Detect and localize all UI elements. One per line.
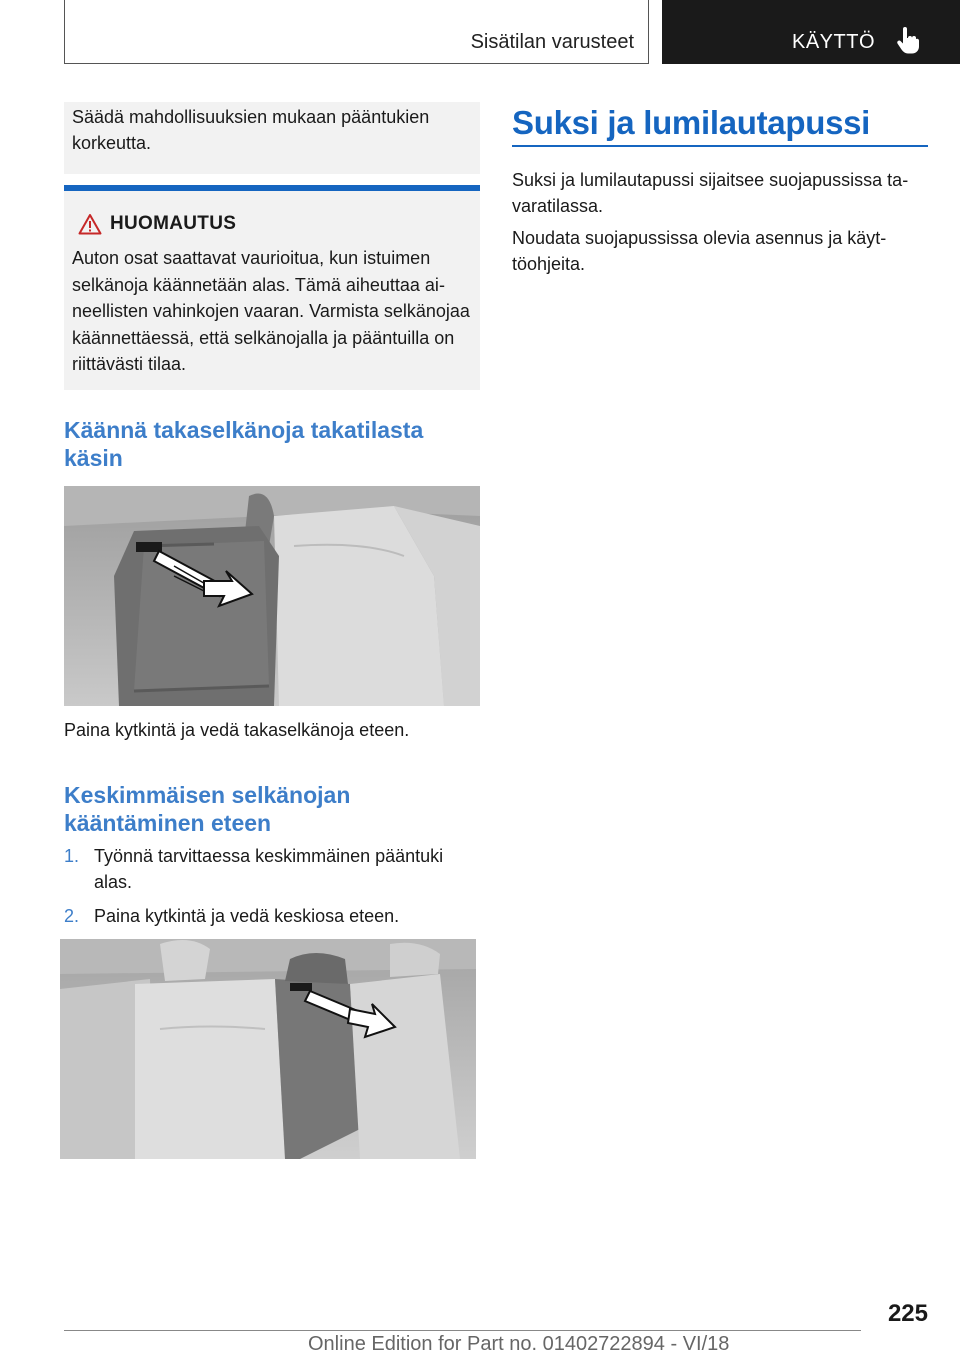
footer-edition: Online Edition for Part no. 01402722894 - VI/18 bbox=[308, 1333, 730, 1355]
intro-text: Säädä mahdollisuuksien mukaan pääntukien korkeutta. bbox=[72, 107, 430, 153]
page-number: 225 bbox=[887, 1300, 928, 1327]
ski-bag-paragraph-1: Suksi ja lumilautapussi sijaitsee suojapussissa tavaratilassa. bbox=[512, 170, 909, 216]
list-item bbox=[64, 843, 480, 895]
heading-fold-middle-backrest: Keskimmäisen selkänojan kääntäminen eteen bbox=[64, 782, 351, 836]
note-body: Auton osat saattavat vaurioitua, kun istuimen selkänoja käännetään alas. Tämä aiheuttaa aineellisten vahinkojen vaaran. Varmista selkänojaa käännettäessä, että selkänojalla ja pääntuilla on riittävästi tilaa. bbox=[72, 248, 470, 374]
warning-triangle-icon bbox=[78, 213, 102, 235]
section-title-underline bbox=[512, 145, 928, 147]
header-section-box bbox=[64, 0, 649, 64]
heading-fold-rear-backrest: Käännä takaselkänoja takatilasta käsin bbox=[64, 417, 424, 471]
step-text: Työnnä tarvittaessa keskimmäinen pääntuki alas. bbox=[94, 846, 444, 892]
ski-bag-paragraph-2: Noudata suojapussissa olevia asennus ja käyttöohjeita. bbox=[512, 228, 887, 274]
rear-seat-photo-2 bbox=[60, 939, 476, 1159]
note-title: HUOMAUTUS bbox=[110, 213, 237, 234]
section-title-ski-bag: Suksi ja lumilautapussi bbox=[512, 104, 871, 141]
list-item bbox=[64, 903, 480, 929]
rear-seat-photo-1 bbox=[64, 486, 480, 706]
step-text: Paina kytkintä ja vedä keskiosa eteen. bbox=[94, 906, 400, 926]
step-number: 2. bbox=[64, 906, 80, 926]
steps-list bbox=[64, 843, 480, 937]
header-section-title: Sisätilan varusteet bbox=[470, 31, 634, 53]
step-number: 1. bbox=[64, 846, 80, 866]
note-box bbox=[64, 191, 480, 390]
intro-box bbox=[64, 102, 480, 174]
header-chapter-title: KÄYTTÖ bbox=[792, 31, 876, 53]
pointing-hand-icon bbox=[896, 27, 920, 55]
footer-rule bbox=[64, 1330, 861, 1331]
caption-photo-1: Paina kytkintä ja vedä takaselkänoja eteen. bbox=[64, 720, 410, 740]
